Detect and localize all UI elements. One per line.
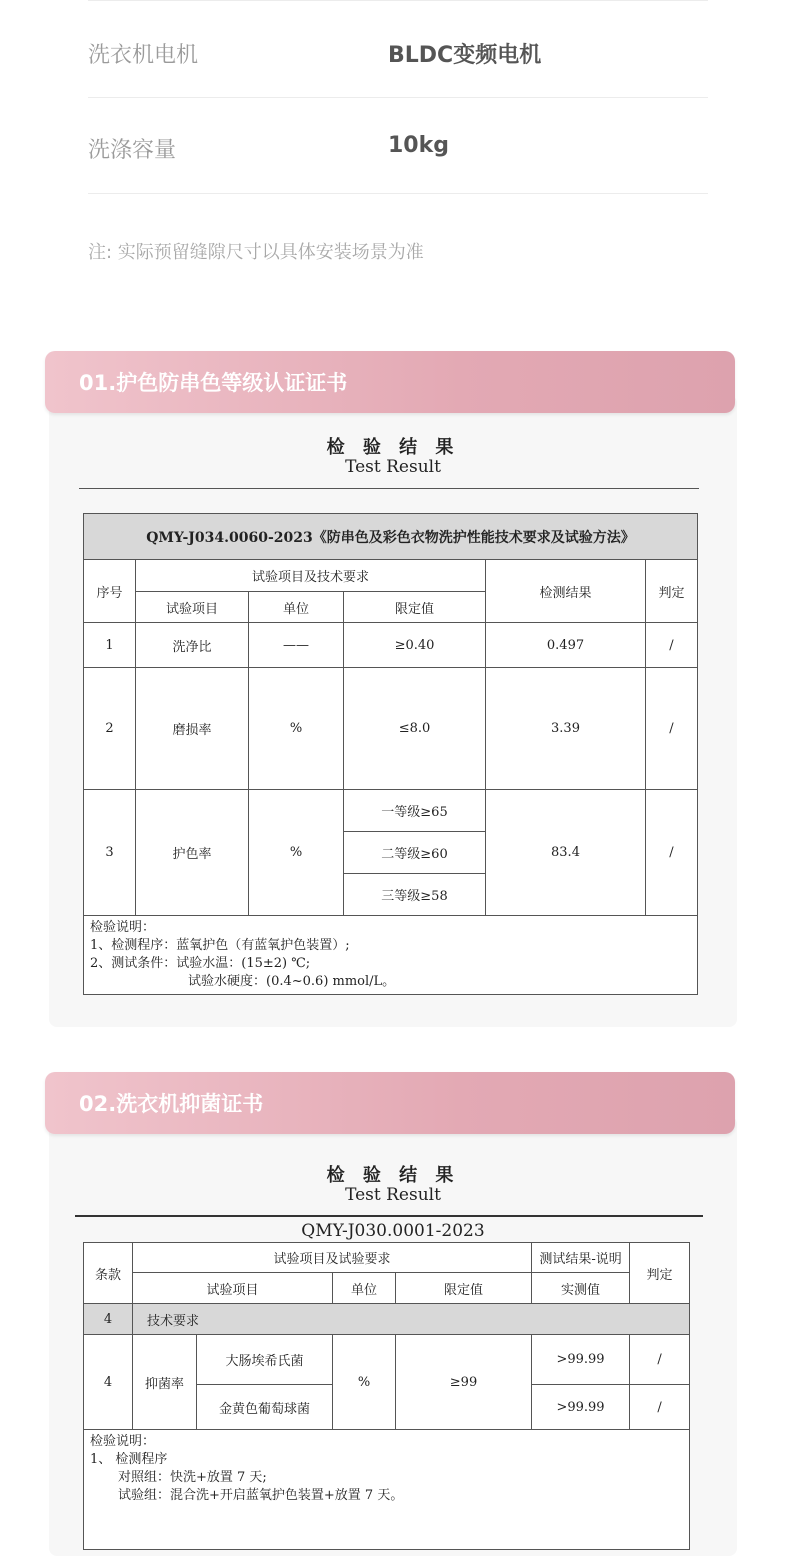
table-title: QMY-J034.0060-2023《防串色及彩色衣物洗护性能技术要求及试验方法》: [84, 514, 698, 560]
cell-bacteria: 大肠埃希氏菌: [197, 1335, 333, 1385]
header-item: 试验项目: [136, 592, 249, 623]
cell-unit: %: [249, 668, 344, 790]
divider: [79, 488, 699, 489]
cell-seq: 3: [84, 790, 136, 916]
notes-line: 对照组：快洗+放置 7 天;: [118, 1470, 267, 1485]
cell-limit: 三等级≥58: [344, 874, 486, 916]
cell-limit: ≤8.0: [344, 668, 486, 790]
notes-line: 检验说明：: [90, 1434, 156, 1449]
section-header-1: [45, 351, 735, 413]
cell-judge: /: [630, 1335, 690, 1385]
cell-judge: /: [646, 790, 698, 916]
cert-subtitle: Test Result: [345, 457, 441, 477]
cell-measured: >99.99: [532, 1335, 630, 1385]
cell-measured: >99.99: [532, 1385, 630, 1430]
cell-result: 0.497: [486, 623, 646, 668]
header-items: 试验项目及试验要求: [133, 1243, 532, 1273]
header-unit: 单位: [333, 1273, 396, 1304]
cell-clause: 4: [84, 1304, 133, 1335]
header-judge: 判定: [646, 560, 698, 623]
install-note: 注: 实际预留缝隙尺寸以具体安装场景为准: [88, 242, 424, 263]
cell-unit: %: [249, 790, 344, 916]
table-row: [84, 668, 698, 790]
header-result: 检测结果: [486, 560, 646, 623]
cell-limit: 二等级≥60: [344, 832, 486, 874]
header-clause: 条款: [84, 1243, 133, 1304]
cell-result: 83.4: [486, 790, 646, 916]
cell-judge: /: [630, 1385, 690, 1430]
spec-label: 洗衣机电机: [88, 43, 199, 68]
cell-item: 磨损率: [136, 668, 249, 790]
certificate-card-1: [49, 395, 737, 1027]
cert-title: 检 验 结 果: [326, 437, 460, 458]
section-header-2: [45, 1072, 735, 1134]
cell-limit: ≥0.40: [344, 623, 486, 668]
header-limit: 限定值: [344, 592, 486, 623]
notes-line: 2、测试条件：试验水温：(15±2) ℃;: [90, 956, 311, 971]
notes-line: 试验组：混合洗+开启蓝氧护色装置+放置 7 天。: [118, 1488, 404, 1503]
table-row: [84, 1335, 690, 1385]
notes-line: 1、检测程序：蓝氧护色（有蓝氧护色装置）;: [90, 938, 350, 953]
cell-seq: 1: [84, 623, 136, 668]
cell-limit: 一等级≥65: [344, 790, 486, 832]
cell-clause: 4: [84, 1335, 133, 1430]
header-item: 试验项目: [133, 1273, 333, 1304]
test-notes: [84, 1430, 690, 1550]
cert-title: 检 验 结 果: [326, 1165, 460, 1186]
cell-unit: %: [333, 1335, 396, 1430]
table-row: [84, 790, 698, 832]
notes-line: 检验说明：: [90, 920, 156, 935]
spec-row-capacity: [88, 96, 708, 194]
header-seq: 序号: [84, 560, 136, 623]
section-title: 01.护色防串色等级认证证书: [79, 371, 348, 395]
cell-item: 护色率: [136, 790, 249, 916]
section-row: [84, 1304, 690, 1335]
cell-item: 抑菌率: [133, 1335, 197, 1430]
test-notes: [84, 916, 698, 995]
section-title: 02.洗衣机抑菌证书: [79, 1092, 264, 1116]
header-measured: 实测值: [532, 1273, 630, 1304]
spec-value: BLDC变频电机: [388, 43, 542, 68]
cert-subtitle: Test Result: [345, 1185, 441, 1205]
spec-row-motor: [88, 0, 708, 98]
cell-bacteria: 金黄色葡萄球菌: [197, 1385, 333, 1430]
header-limit: 限定值: [396, 1273, 532, 1304]
cell-limit: ≥99: [396, 1335, 532, 1430]
cell-seq: 2: [84, 668, 136, 790]
certificate-table: [83, 513, 698, 995]
header-items: 试验项目及技术要求: [136, 560, 486, 592]
header-judge: 判定: [630, 1243, 690, 1304]
spec-value: 10kg: [388, 133, 449, 158]
certificate-card-2: [49, 1116, 737, 1556]
header-unit: 单位: [249, 592, 344, 623]
header-result: 测试结果-说明: [532, 1243, 630, 1273]
certificate-table: [83, 1242, 690, 1550]
cell-judge: /: [646, 668, 698, 790]
divider: [75, 1215, 703, 1217]
notes-line: 1、 检测程序: [90, 1452, 168, 1467]
cell-result: 3.39: [486, 668, 646, 790]
cell-item: 洗净比: [136, 623, 249, 668]
table-row: [84, 623, 698, 668]
cell-unit: ——: [249, 623, 344, 668]
notes-line: 试验水硬度：(0.4~0.6) mmol/L。: [188, 974, 396, 989]
cell-judge: /: [646, 623, 698, 668]
spec-label: 洗涤容量: [88, 138, 177, 163]
document-id: QMY-J030.0001-2023: [301, 1221, 485, 1241]
cell-section-label: 技术要求: [133, 1304, 690, 1335]
